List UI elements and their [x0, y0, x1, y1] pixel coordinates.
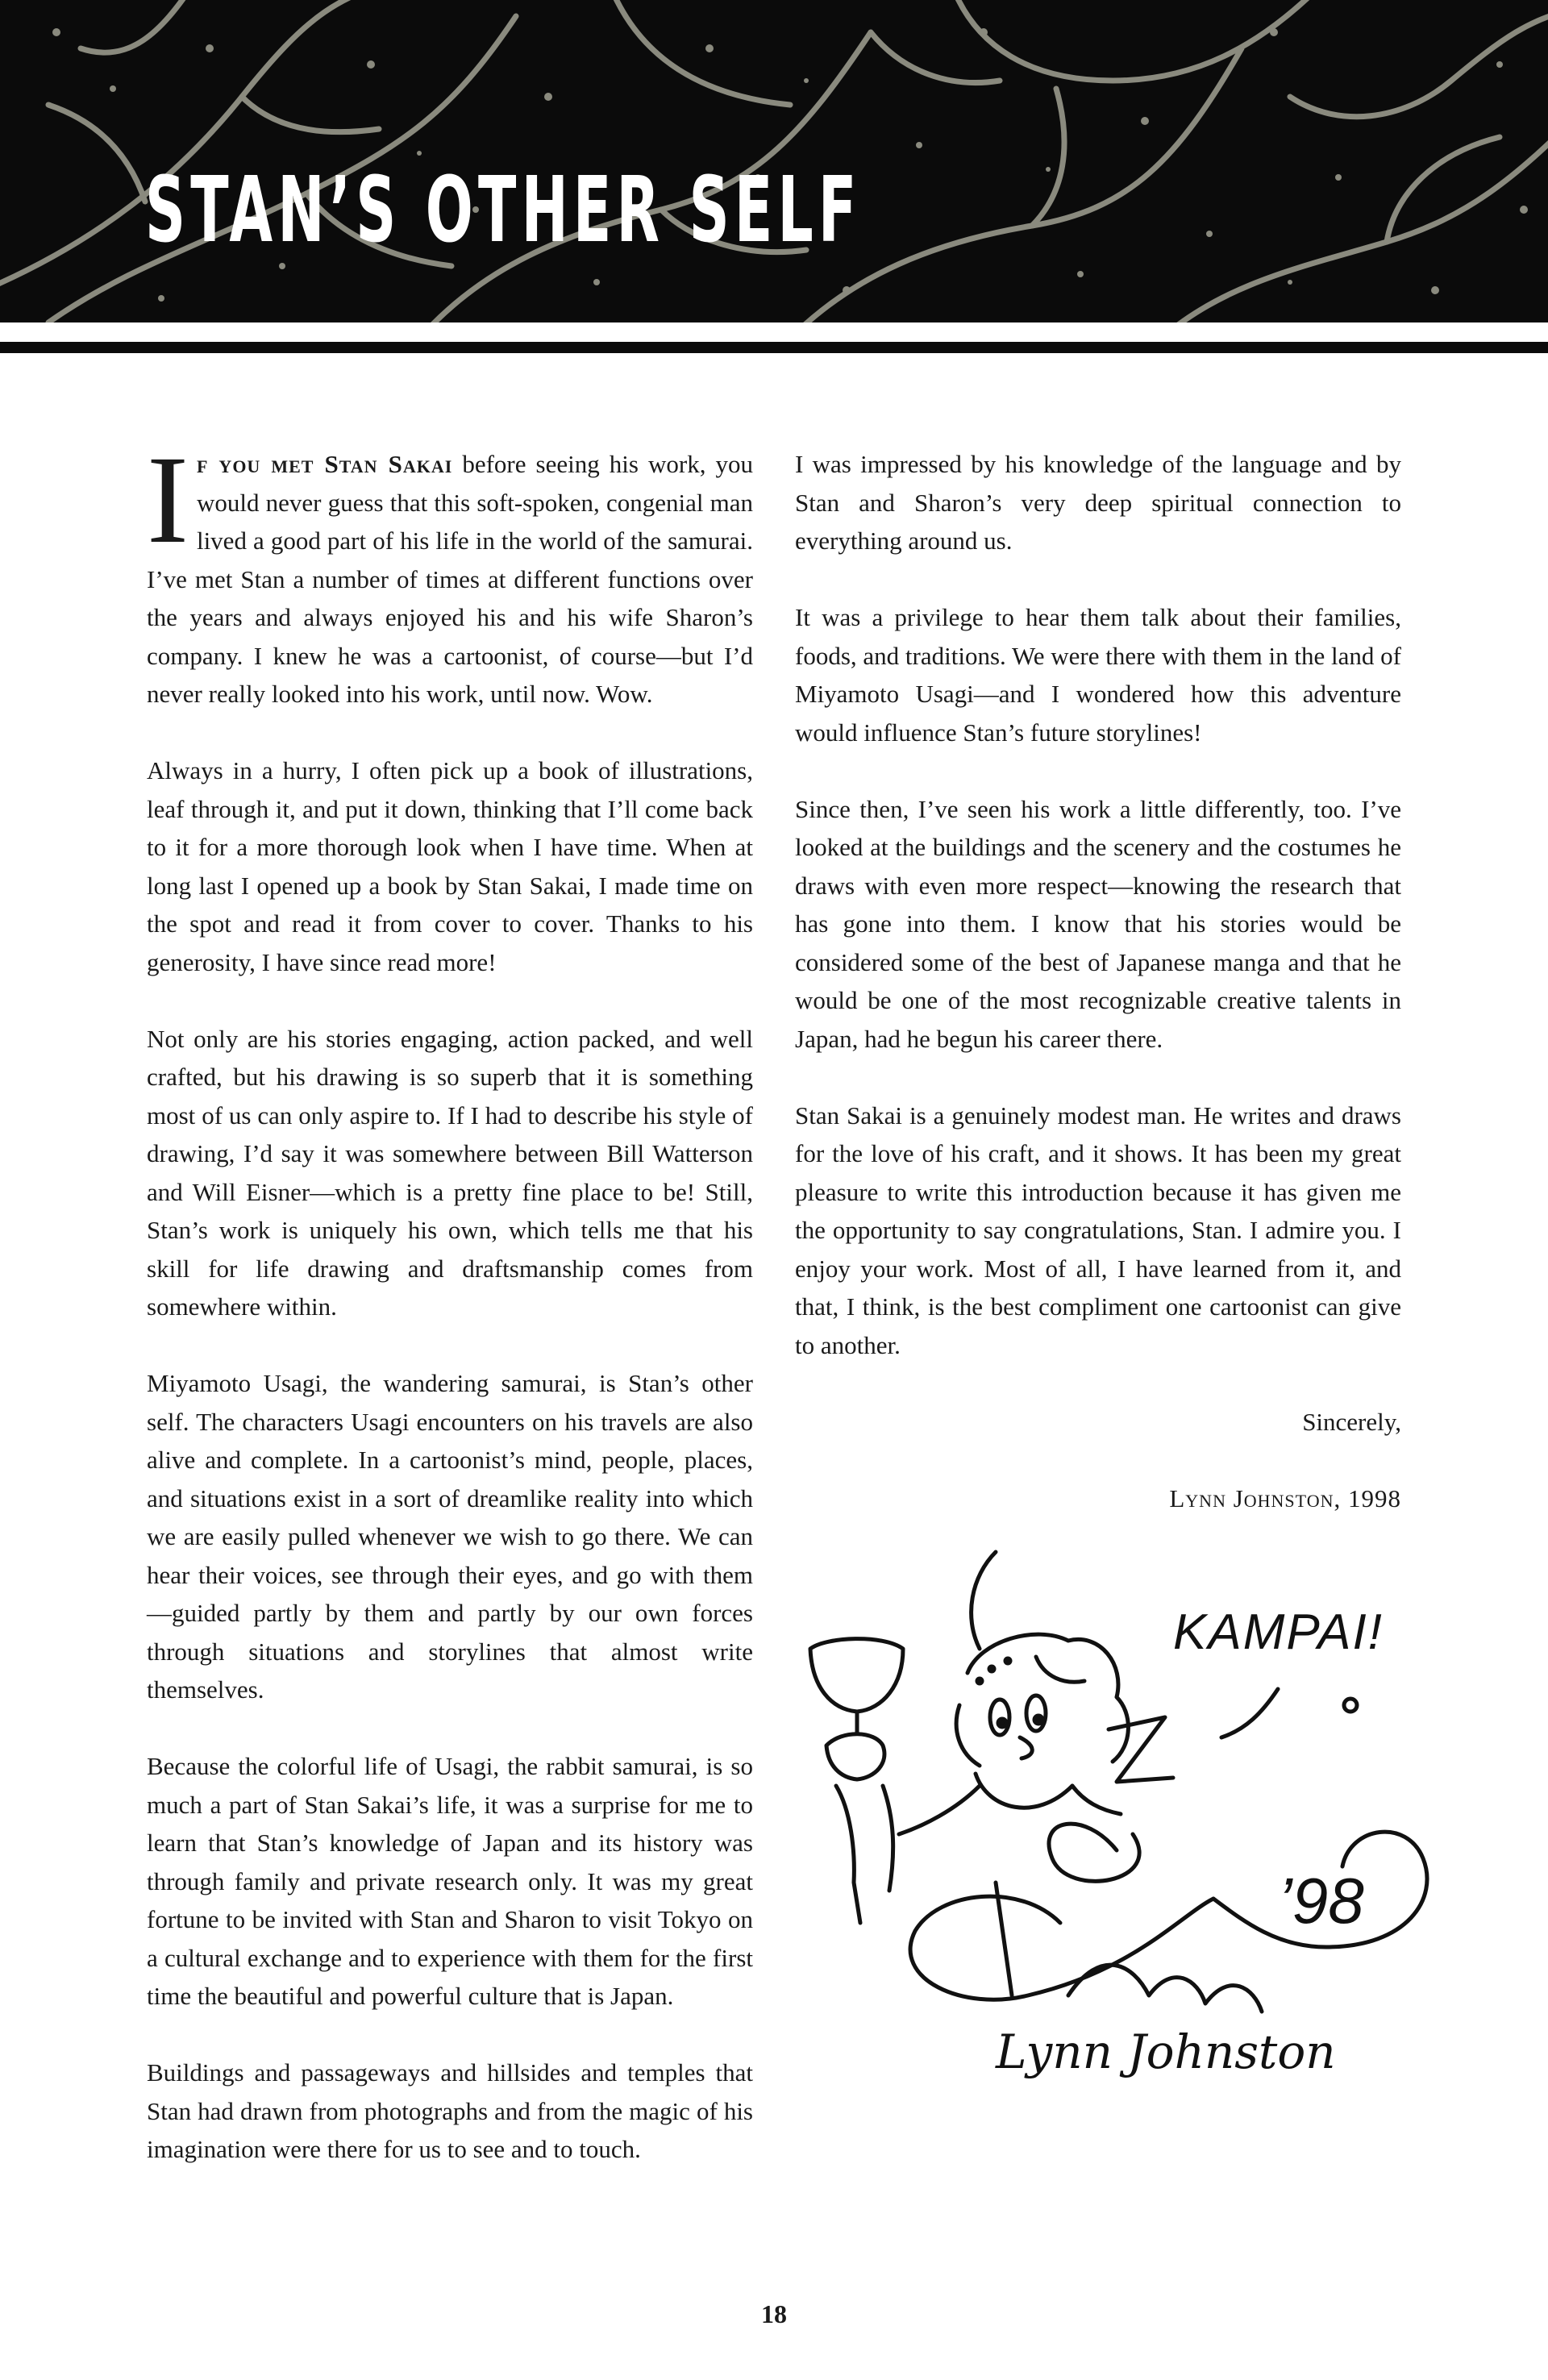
speech-text: KAMPAI! [1173, 1604, 1384, 1660]
article-column-right [795, 445, 1401, 1556]
closing: Sincerely, [1302, 1407, 1401, 1436]
author-signoff [795, 1479, 1401, 1518]
paragraph: Miyamoto Usagi, the wandering samurai, is Stan’s other self. The characters Usagi encounters on his travels are also alive and complete. In a cartoonist’s mind, people, places, and situations exist in a sort of dreamlike reality into which we are easily pulled whenever we wish to go there. We can hear their voices, see through their eyes, and go with them—guided partly by them and partly by our own forces through situations and storylines that almost write themselves. [147, 1369, 753, 1704]
paragraph: Because the colorful life of Usagi, the rabbit samurai, is so much a part of Stan Sakai’s life, it was a surprise for me to learn that Stan’s knowledge of Japan and its history was through family and private research only. It was my great fortune to be invited with Stan and Sharon to visit Tokyo on a cultural exchange and to experience with them for the first time the beautiful and powerful culture that is Japan. [147, 1752, 753, 2010]
paragraph: Since then, I’ve seen his work a little differently, too. I’ve looked at the buildings and the scenery and the costumes he draws with even more respect—knowing the research that has gone into them. I know that his stories would be considered some of the best of Japanese manga and that he would be one of the most recognizable creative talents in Japan, had he begun his career there. [795, 794, 1401, 1053]
drop-cap: I [147, 430, 189, 569]
article-column-left [147, 430, 754, 2207]
paragraph: Not only are his stories engaging, action packed, and well crafted, but his drawing is so superb that it is something most of us can only aspire to. If I had to describe his style of drawing, I’d say it was somewhere between Bill Watterson and Will Eisner—which is a pretty fine place to be! Still, Stan’s work is uniquely his own, which tells me that his skill for life drawing and draftsmanship comes from somewhere within. [147, 1024, 753, 1321]
paragraph: Always in a hurry, I often pick up a book of illustrations, leaf through it, and put it down, thinking that I’ll come back to it for a more thorough look when I have time. When at long last I opened up a book by Stan Sakai, I made time on the spot and read it from cover to cover. Thanks to his generosity, I have since read more! [147, 756, 753, 976]
page-title: STAN’S OTHER SELF [145, 158, 862, 263]
paragraph: I was impressed by his knowledge of the language and by Stan and Sharon’s very deep spiritual connection to everything around us. [795, 450, 1401, 555]
kampai-sketch-illustration [794, 1544, 1455, 2173]
sketch-year: ’98 [1278, 1865, 1364, 1937]
paragraph: Stan Sakai is a genuinely modest man. He writes and draws for the love of his craft, and it shows. It has been my great pleasure to write this introduction because it has given me the opportunity to say congratulations, Stan. I admire you. I enjoy your work. Most of all, I have learned from it, and that, I think, is the best compliment one cartoonist can give to another. [795, 1101, 1401, 1359]
author-name: Lynn Johnston, 1998 [1169, 1483, 1401, 1512]
header-rule [0, 342, 1548, 353]
paragraph: It was a privilege to hear them talk about their families, foods, and traditions. We were there with them in the land of Miyamoto Usagi—and I wondered how this adventure would influence Stan’s future storylines! [795, 603, 1401, 747]
paragraph: Buildings and passageways and hillsides and temples that Stan had drawn from photographs and from the magic of his imagination were there for us to see and to touch. [147, 2058, 753, 2163]
lead-in: f you met Stan Sakai [196, 450, 453, 478]
page-number: 18 [761, 2299, 787, 2328]
signature-text: Lynn Johnston [996, 2024, 1336, 2079]
paragraph-text: before seeing his work, you would never guess that this soft-spoken, congenial man lived a good part of his life in the world of the samurai. I’ve met Stan a number of times at different functions over the years and always enjoyed his and his wife Sharon’s company. I knew he was a cartoonist, of course—but I’d never really looked into his work, until now. Wow. [147, 450, 754, 708]
header-banner [0, 0, 1548, 322]
paragraph [147, 430, 754, 714]
